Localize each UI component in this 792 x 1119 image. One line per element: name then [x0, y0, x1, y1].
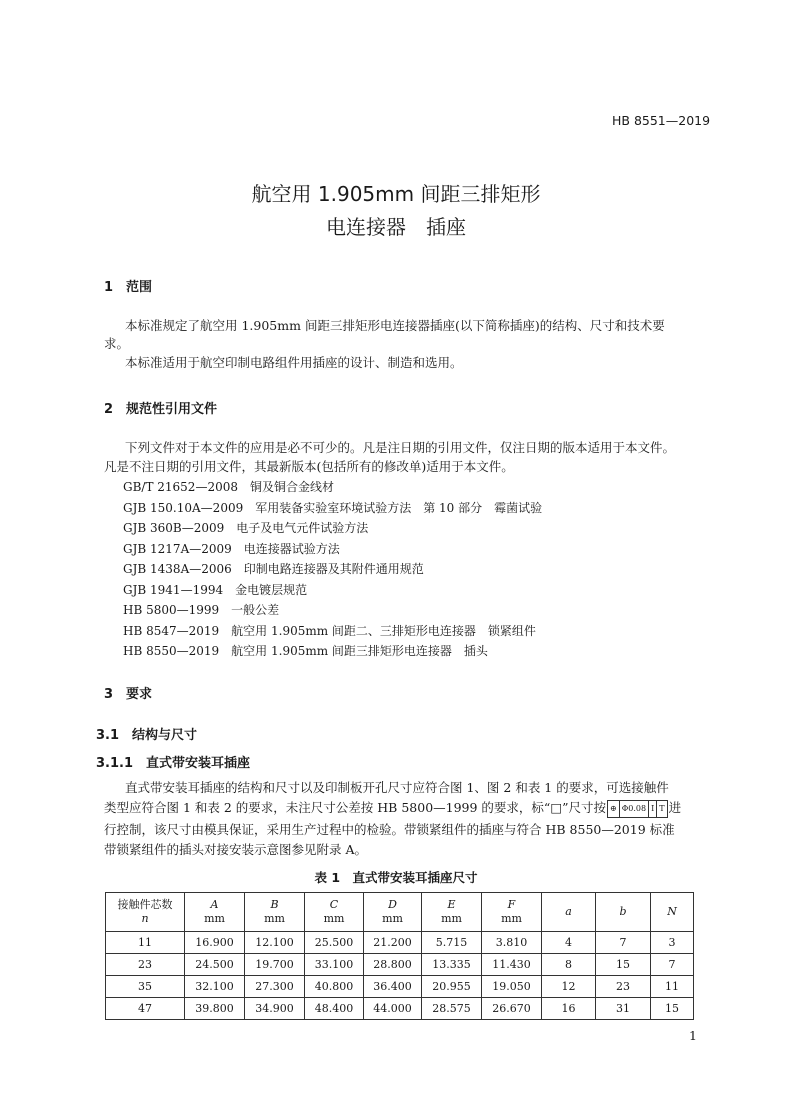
table-cell: 11	[651, 976, 694, 998]
table-cell: 35	[106, 976, 185, 998]
section-3-heading: 3 要求	[104, 687, 153, 702]
header-unit: mm	[323, 912, 345, 925]
section-3-para-line2	[104, 798, 681, 818]
header-col-N: N	[651, 893, 694, 932]
table-cell: 19.050	[482, 976, 542, 998]
table-cell: 4	[542, 932, 596, 954]
table-cell: 23	[596, 976, 651, 998]
table-cell: 5.715	[422, 932, 482, 954]
table-cell: 47	[106, 998, 185, 1020]
table-cell: 24.500	[185, 954, 245, 976]
section-1-para1-line2: 求。	[104, 336, 130, 351]
section-3-para-line1: 直式带安装耳插座的结构和尺寸以及印制板开孔尺寸应符合图 1、图 2 和表 1 的要求，可选接触件	[125, 780, 669, 795]
table-row	[106, 998, 694, 1020]
table-cell: 16.900	[185, 932, 245, 954]
table-cell: 12.100	[245, 932, 305, 954]
section-1-para2: 本标准适用于航空印制电路组件用插座的设计、制造和选用。	[125, 355, 463, 370]
page-number: 1	[689, 1028, 697, 1043]
table-cell: 13.335	[422, 954, 482, 976]
reference-item: GJB 1941—1994 金电镀层规范	[123, 583, 308, 597]
table-cell: 16	[542, 998, 596, 1020]
tolerance-value: Φ0.08	[620, 801, 649, 817]
section-1-para1-line1: 本标准规定了航空用 1.905mm 间距三排矩形电连接器插座(以下简称插座)的结构、尺寸和技术要	[125, 318, 665, 333]
section-2-intro-line1: 下列文件对于本文件的应用是必不可少的。凡是注日期的引用文件，仅注日期的版本适用于本文件。	[125, 440, 676, 455]
table-cell: 40.800	[305, 976, 364, 998]
table-cell: 11	[106, 932, 185, 954]
table-cell: 8	[542, 954, 596, 976]
reference-item: GJB 1438A—2006 印制电路连接器及其附件通用规范	[123, 562, 424, 576]
section-3-para-line2-post: 进	[668, 800, 682, 815]
table-cell: 36.400	[364, 976, 422, 998]
header-symbol: A	[210, 898, 219, 911]
reference-item: HB 8547—2019 航空用 1.905mm 间距二、三排矩形电连接器 锁紧组件	[123, 624, 536, 638]
header-symbol: C	[329, 898, 339, 911]
table-1	[105, 892, 694, 1020]
section-3-1-1-heading: 3.1.1 直式带安装耳插座	[96, 756, 251, 771]
reference-item: GJB 360B—2009 电子及电气元件试验方法	[123, 521, 369, 535]
table-cell: 3	[651, 932, 694, 954]
table-cell: 15	[651, 998, 694, 1020]
reference-item: HB 5800—1999 一般公差	[123, 603, 280, 617]
position-tolerance-frame	[607, 800, 668, 818]
table-cell: 20.955	[422, 976, 482, 998]
table-row	[106, 932, 694, 954]
table-cell: 39.800	[185, 998, 245, 1020]
section-2-heading: 2 规范性引用文件	[104, 402, 218, 417]
reference-item: GJB 150.10A—2009 军用装备实验室环境试验方法 第 10 部分 霉菌试验	[123, 501, 543, 515]
section-2-intro-line2: 凡是不注日期的引用文件，其最新版本(包括所有的修改单)适用于本文件。	[104, 459, 514, 474]
table-cell: 7	[596, 932, 651, 954]
table-cell: 44.000	[364, 998, 422, 1020]
table-cell: 19.700	[245, 954, 305, 976]
document-title-line2: 电连接器 插座	[326, 215, 466, 239]
header-contacts-symbol: n	[141, 912, 149, 925]
table-row	[106, 976, 694, 998]
table-cell: 28.800	[364, 954, 422, 976]
table-cell: 28.575	[422, 998, 482, 1020]
standard-number: HB 8551—2019	[612, 113, 711, 128]
header-symbol: B	[270, 898, 279, 911]
table-cell: 32.100	[185, 976, 245, 998]
table-cell: 21.200	[364, 932, 422, 954]
datum-1: I	[649, 801, 657, 817]
table-cell: 34.900	[245, 998, 305, 1020]
table-cell: 33.100	[305, 954, 364, 976]
datum-2: T	[659, 803, 665, 813]
table-cell: 25.500	[305, 932, 364, 954]
table-cell: 15	[596, 954, 651, 976]
header-col-F	[482, 893, 542, 932]
table-cell: 31	[596, 998, 651, 1020]
header-unit: mm	[501, 912, 522, 925]
header-col-A	[185, 893, 245, 932]
table-cell: 12	[542, 976, 596, 998]
table-cell: 48.400	[305, 998, 364, 1020]
header-unit: mm	[382, 912, 403, 925]
reference-item: GB/T 21652—2008 铜及铜合金线材	[123, 480, 334, 494]
section-3-para-line3: 行控制，该尺寸由模具保证，采用生产过程中的检验。带锁紧组件的插座与符合 HB 8550—2019 标准	[104, 822, 675, 837]
header-col-B	[245, 893, 305, 932]
header-unit: mm	[264, 912, 285, 925]
header-symbol: F	[507, 898, 516, 911]
document-title-line1: 航空用 1.905mm 间距三排矩形	[251, 182, 541, 206]
table-cell: 23	[106, 954, 185, 976]
table-cell: 7	[651, 954, 694, 976]
header-symbol: E	[447, 898, 456, 911]
reference-item: HB 8550—2019 航空用 1.905mm 间距三排矩形电连接器 插头	[123, 644, 488, 658]
table-cell: 27.300	[245, 976, 305, 998]
table-cell: 3.810	[482, 932, 542, 954]
section-3-1-heading: 3.1 结构与尺寸	[96, 728, 198, 743]
header-unit: mm	[204, 912, 225, 925]
table-cell: 11.430	[482, 954, 542, 976]
table-cell: 26.670	[482, 998, 542, 1020]
header-unit: mm	[441, 912, 462, 925]
section-3-para-line4: 带锁紧组件的插头对接安装示意图参见附录 A。	[104, 842, 368, 857]
header-col-b: b	[596, 893, 651, 932]
header-contacts-label: 接触件芯数	[117, 898, 173, 911]
section-1-heading: 1 范围	[104, 280, 153, 295]
table-row	[106, 954, 694, 976]
position-icon: ⊕	[608, 801, 620, 817]
table-1-caption: 表 1 直式带安装耳插座尺寸	[314, 870, 478, 885]
header-contacts	[106, 893, 185, 932]
header-col-C	[305, 893, 364, 932]
header-col-a: a	[542, 893, 596, 932]
header-symbol: D	[388, 898, 397, 911]
section-3-para-line2-pre: 类型应符合图 1 和表 2 的要求，未注尺寸公差按 HB 5800—1999 的要求，标“□”尺寸按	[104, 800, 607, 815]
reference-item: GJB 1217A—2009 电连接器试验方法	[123, 542, 340, 556]
header-col-D	[364, 893, 422, 932]
table-header-row	[106, 893, 694, 932]
header-col-E	[422, 893, 482, 932]
